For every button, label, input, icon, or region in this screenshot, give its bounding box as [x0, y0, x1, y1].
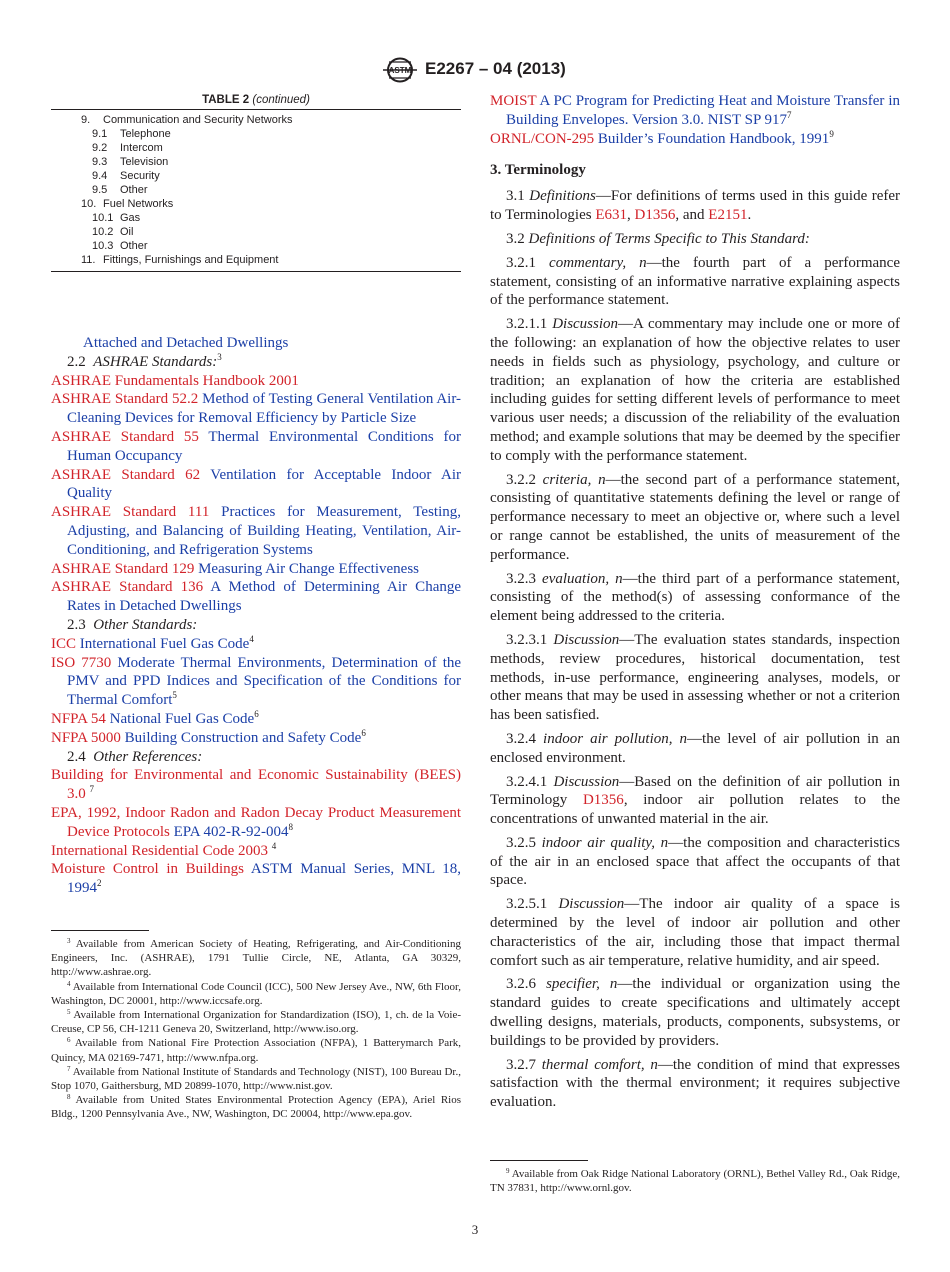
reference-entry	[51, 466, 461, 504]
definition-number: 3.2.7	[506, 1056, 536, 1073]
footnote-number: 9	[506, 1167, 510, 1176]
definition-term: criteria, n	[542, 471, 606, 488]
section-title: Other References:	[93, 748, 203, 765]
reference-entry	[51, 654, 461, 710]
footnote	[51, 1065, 461, 1093]
right-column	[490, 92, 900, 1195]
table-row-label: Oil	[120, 226, 134, 238]
table-row-number: 9.5	[92, 184, 108, 196]
separator: ,	[627, 207, 635, 224]
reference-entry	[51, 390, 461, 428]
definition-term: specifier, n	[546, 976, 618, 993]
reference-title[interactable]: A Method of Determining Air Change Rates in Detached Dwellings	[67, 579, 462, 615]
reference-code[interactable]: ASHRAE Standard 136	[51, 579, 204, 596]
section-title: ASHRAE Standards:	[93, 353, 218, 370]
definition-number: 3.2.2	[506, 471, 536, 488]
reference-title[interactable]: Building for Environmental and Economic Sustainability (BEES) 3.0	[51, 767, 461, 803]
definition-entry	[490, 730, 900, 768]
reference-entry	[51, 710, 461, 729]
footnote-ref[interactable]: 4	[271, 840, 277, 851]
footnote	[51, 937, 461, 980]
definition-text: —The evaluation states standards, inspection methods, review procedures, historical documentation, test methods, in-use performance, engineering analyses, models, or other means that may be used in assessing whether or not a criterion has been satisfied.	[490, 631, 901, 724]
table-row-number: 9.2	[92, 142, 108, 154]
reference-code[interactable]: ASHRAE Standard 52.2	[51, 391, 199, 408]
table-row	[51, 197, 461, 211]
table-title-label: TABLE 2	[202, 94, 250, 106]
reference-title[interactable]: Method of Testing General Ventilation Air-Cleaning Devices for Removal Efficiency by Particle Size	[67, 391, 462, 427]
reference-title[interactable]: Moisture Control in Buildings	[51, 861, 245, 878]
other-standards-list	[51, 635, 461, 748]
footnote-ref[interactable]: 6	[254, 708, 259, 719]
definition-number: 3.2.5	[506, 834, 536, 851]
footnote-number: 4	[67, 979, 71, 988]
definition-text: —A commentary may include one or more of the following: an explanation of how the objective relates to user needs in fields such as physiology, psychology, and culture or tradition; an explanation of how the criteria are established including guides for setting different levels of performance to meet various user needs; a discussion of the reliability of the evaluation method; and example solutions that may be deemed by the specifier to comply with the performance statement.	[490, 316, 900, 464]
reference-code[interactable]: NFPA 54	[51, 710, 106, 727]
astm-logo-text: ASTM	[388, 66, 412, 75]
reference-code[interactable]: ASHRAE Standard 129	[51, 560, 195, 577]
definition-entry	[490, 975, 900, 1050]
table-row-number: 10.	[81, 198, 97, 210]
definition-number: 3.2.4	[506, 730, 536, 747]
table-row	[51, 127, 461, 141]
reference-entry	[51, 842, 461, 861]
table-row-label: Telephone	[120, 128, 171, 140]
definition-term: indoor air pollution, n	[543, 730, 688, 747]
footnote-ref[interactable]: 9	[829, 128, 834, 139]
section-2-2	[51, 353, 461, 372]
definition-term: Discussion	[553, 773, 620, 790]
table-row-label: Fuel Networks	[103, 198, 174, 210]
reference-source[interactable]: EPA 402-R-92-004	[173, 823, 289, 840]
footnote-ref[interactable]: 6	[361, 727, 366, 738]
definition-number: 3.2.1	[506, 254, 536, 271]
reference-entry	[51, 372, 461, 391]
footnote-ref[interactable]: 7	[89, 784, 94, 795]
definition-text: —The indoor air quality of a space is determined by the level of indoor air pollution and other characteristics of the air, including those that impact thermal comfort such as air temperature, relative humidity, and air speed.	[490, 896, 900, 969]
reference-entry	[51, 560, 461, 579]
footnote-ref[interactable]: 3	[217, 351, 222, 362]
reference-entry	[490, 130, 900, 149]
table-row	[51, 183, 461, 197]
table-row-number: 9.3	[92, 156, 108, 168]
definition-text: —the individual or organization using the standard guides to create specifications and ultimately accept dwelling designs, materials, products, components, subsystems, or buildings to be provided by providers.	[490, 976, 901, 1049]
footnote-text: Available from International Code Council (ICC), 500 New Jersey Ave., NW, 6th Floor, Washington, DC 20001, http://www.iccsafe.org.	[51, 980, 461, 1007]
definition-term: commentary, n	[549, 254, 647, 271]
section-number: 2.4	[67, 748, 86, 765]
definition-term: Discussion	[553, 631, 620, 648]
table-row	[51, 169, 461, 183]
table-row-label: Fittings, Furnishings and Equipment	[103, 254, 279, 266]
section-title: Other Standards:	[93, 616, 198, 633]
definition-3-1	[490, 187, 900, 225]
reference-entry	[51, 635, 461, 654]
footnote	[51, 1008, 461, 1036]
definition-text: —the second part of a performance statement, consisting of quantitative statements defining the level or range of performance necessary to meet an objective or, where such a level or range cannot be established, the units of measurement of the performance.	[490, 471, 901, 563]
section-2-3	[51, 616, 461, 635]
footnote-text: Available from National Institute of Standards and Technology (NIST), 100 Bureau Dr., Stop 1070, Gaithersburg, MD 20899-1070, http://www.nist.gov.	[51, 1065, 461, 1092]
table-row-number: 10.1	[92, 212, 114, 224]
table-row	[51, 211, 461, 225]
table-row-number: 9.	[81, 114, 91, 126]
definition-text: —For definitions of terms used in this guide refer to Terminologies	[490, 188, 901, 224]
definition-term: Discussion	[552, 316, 619, 333]
definition-term: Definitions of Terms Specific to This Standard:	[528, 230, 810, 247]
reference-title[interactable]: A PC Program for Predicting Heat and Moisture Transfer in Building Envelopes. Version 3.0. NIST SP 917	[506, 93, 900, 128]
reference-entry	[51, 766, 461, 804]
footnote	[51, 1093, 461, 1121]
table-row	[51, 239, 461, 253]
reference-title[interactable]: Practices for Measurement, Testing, Adjusting, and Balancing of Building Heating, Ventilation, Air-Conditioning, and Refrigeration Systems	[67, 504, 461, 558]
reference-link-e631[interactable]: E631	[595, 207, 628, 224]
definition-entry	[490, 631, 900, 725]
definition-entry	[490, 895, 900, 970]
reference-code[interactable]: ICC	[51, 635, 77, 652]
other-references-list	[51, 766, 461, 898]
definition-term: Definitions	[529, 188, 596, 205]
table-row	[51, 141, 461, 155]
footnote-number: 3	[67, 936, 71, 945]
definition-term: indoor air quality, n	[541, 834, 669, 851]
definition-number: 3.2.4.1	[506, 773, 548, 790]
definition-text: , indoor air pollution relates to the concentrations of unwanted material in the air.	[490, 792, 900, 828]
reference-code[interactable]: ASHRAE Standard 55	[51, 428, 199, 445]
footnote-text: Available from United States Environmental Protection Agency (EPA), Ariel Rios Bldg., 1200 Pennsylvania Ave., NW, Washington, DC 20004, http://www.epa.gov.	[51, 1094, 461, 1121]
astm-logo-icon	[380, 57, 420, 83]
table-row-label: Gas	[120, 212, 141, 224]
section-2-4	[51, 748, 461, 767]
reference-link-e2151[interactable]: E2151	[708, 207, 748, 224]
definition-text: —the condition of mind that expresses satisfaction with the thermal environment; it requires subjective evaluation.	[490, 1056, 900, 1111]
section-number: 2.3	[67, 616, 86, 633]
reference-entry	[51, 503, 461, 559]
table-row-number: 10.3	[92, 240, 114, 252]
reference-code[interactable]: ASHRAE Standard 111	[51, 504, 210, 521]
footnote-rule	[51, 930, 149, 931]
reference-entry	[51, 578, 461, 616]
footnote-ref[interactable]: 5	[172, 690, 177, 701]
section-number: 2.2	[67, 353, 86, 370]
reference-entry	[51, 428, 461, 466]
section-3-heading: 3. Terminology	[490, 162, 586, 179]
definition-entry	[490, 1056, 900, 1112]
footnote-text: Available from National Fire Protection Association (NFPA), 1 Batterymarch Park, Quincy, MA 02169-7471, http://www.nfpa.org.	[51, 1037, 461, 1064]
reference-code[interactable]: NFPA 5000	[51, 729, 121, 746]
definition-entry	[490, 570, 900, 626]
definition-entry	[490, 773, 900, 829]
footnote-number: 5	[67, 1007, 71, 1016]
footnote-ref[interactable]: 8	[288, 821, 294, 832]
reference-title[interactable]: Measuring Air Change Effectiveness	[198, 560, 419, 577]
reference-title[interactable]: EPA, 1992, Indoor Radon and Radon Decay Product Measurement Device Protocols	[51, 804, 461, 840]
definition-number: 3.2.3	[506, 570, 536, 587]
definition-number: 3.2.1.1	[506, 316, 548, 333]
footnote	[51, 1036, 461, 1064]
definition-entry	[490, 471, 900, 565]
footnote-text: Available from Oak Ridge National Laboratory (ORNL), Bethel Valley Rd., Oak Ridge, TN 37831, http://www.ornl.gov.	[490, 1168, 900, 1195]
reference-title[interactable]: International Fuel Gas Code	[79, 635, 250, 652]
footnote	[51, 980, 461, 1008]
table-title	[51, 94, 461, 109]
definitions-list	[490, 254, 900, 1112]
table-row-number: 9.4	[92, 170, 108, 182]
table-row-label: Television	[120, 156, 169, 168]
definition-entry	[490, 834, 900, 890]
table-row-label: Communication and Security Networks	[103, 114, 293, 126]
definition-text: —the composition and characteristics of the air in an enclosed space that affect the occupants of that space.	[490, 834, 901, 889]
table-row-label: Other	[120, 240, 148, 252]
table-row	[51, 225, 461, 239]
reference-title[interactable]: Builder’s Foundation Handbook, 1991	[597, 130, 830, 147]
footnote-text: Available from International Organization for Standardization (ISO), 1, ch. de la Voie-Creuse, CP 56, CH-1211 Geneva 20, Switzerland, http://www.iso.org.	[51, 1008, 461, 1036]
footnote-number: 6	[67, 1036, 71, 1045]
definition-term: Discussion	[558, 896, 625, 913]
table-row	[51, 155, 461, 169]
table-row-label: Other	[120, 184, 148, 196]
footnote-text: Available from American Society of Heating, Refrigerating, and Air-Conditioning Engineers, Inc. (ASHRAE), 1791 Tullie Circle, NE, Atlanta, GA 30329, http://www.ashrae.org.	[51, 937, 461, 979]
definition-number: 3.2.5.1	[506, 896, 548, 913]
definition-entry	[490, 315, 900, 465]
left-column	[51, 92, 461, 1122]
punctuation: .	[747, 207, 752, 224]
reference-entry	[51, 804, 461, 842]
left-footnotes	[51, 937, 461, 1122]
definition-term: thermal comfort, n	[541, 1056, 658, 1073]
table-row-number: 11.	[81, 254, 96, 266]
document-designation: E2267 – 04 (2013)	[425, 59, 566, 78]
footnote-ref[interactable]: 7	[787, 109, 792, 120]
reference-title[interactable]: International Residential Code 2003	[51, 842, 269, 859]
definition-3-2	[490, 230, 900, 249]
definition-text: —the fourth part of a performance statement, consisting of an informative narrative explaining aspects of the performance statement.	[490, 254, 900, 309]
footnote-rule	[490, 1160, 588, 1161]
section-number: 3.2	[506, 230, 525, 247]
reference-code[interactable]: ORNL/CON-295	[490, 130, 595, 147]
reference-link-d1356[interactable]: D1356	[582, 792, 624, 809]
table-row-number: 9.1	[92, 128, 108, 140]
reference-title[interactable]: Moderate Thermal Environments, Determination of the PMV and PPD Indices and Specification of the Conditions for Thermal Comfort	[67, 654, 462, 709]
reference-code[interactable]: ASHRAE Standard 62	[51, 466, 201, 483]
separator: , and	[675, 207, 709, 224]
table-row	[51, 113, 461, 127]
footnote-number: 7	[67, 1064, 71, 1073]
reference-entry	[51, 860, 461, 898]
section-number: 3.1	[506, 188, 525, 205]
reference-code[interactable]: MOIST	[490, 93, 537, 109]
definition-term: evaluation, n	[542, 570, 623, 587]
reference-title[interactable]: Ventilation for Acceptable Indoor Air Quality	[67, 466, 461, 502]
footnote-number: 8	[67, 1093, 71, 1102]
right-reference-list	[490, 92, 900, 148]
footnote-ref[interactable]: 4	[249, 633, 254, 644]
reference-entry	[51, 729, 461, 748]
definition-text: —Based on the definition of air pollution in Terminology	[490, 773, 900, 809]
footnote-9	[490, 1167, 900, 1195]
table-body	[51, 110, 461, 271]
table-row	[51, 253, 461, 267]
definition-text: —the level of air pollution in an enclosed environment.	[490, 730, 900, 766]
reference-title[interactable]: Thermal Environmental Conditions for Human Occupancy	[67, 428, 461, 464]
table-row-label: Intercom	[120, 142, 163, 154]
table-row-label: Security	[120, 170, 160, 182]
page-header	[0, 57, 950, 83]
definition-entry	[490, 254, 900, 310]
reference-link-d1356[interactable]: D1356	[634, 207, 676, 224]
definition-text: —the third part of a performance statement, consisting of the method(s) of assessing conformance of the element being addressed to the criteria.	[490, 570, 900, 625]
footnote-ref[interactable]: 2	[97, 878, 102, 889]
definition-number: 3.2.3.1	[506, 631, 548, 648]
reference-source[interactable]: ASTM Manual Series, MNL 18, 1994	[67, 861, 461, 897]
continued-reference[interactable]: Attached and Detached Dwellings	[83, 335, 289, 351]
ashrae-reference-list	[51, 372, 461, 616]
reference-entry	[490, 92, 900, 130]
reference-code[interactable]: ISO 7730	[51, 654, 112, 671]
reference-title[interactable]: National Fuel Gas Code	[109, 710, 255, 727]
definition-number: 3.2.6	[506, 976, 536, 993]
table-row-number: 10.2	[92, 226, 114, 238]
page-number: 3	[471, 1222, 479, 1237]
table-title-suffix: (continued)	[252, 94, 310, 106]
reference-code[interactable]: ASHRAE Fundamentals Handbook 2001	[51, 372, 299, 389]
reference-title[interactable]: Building Construction and Safety Code	[124, 729, 362, 746]
